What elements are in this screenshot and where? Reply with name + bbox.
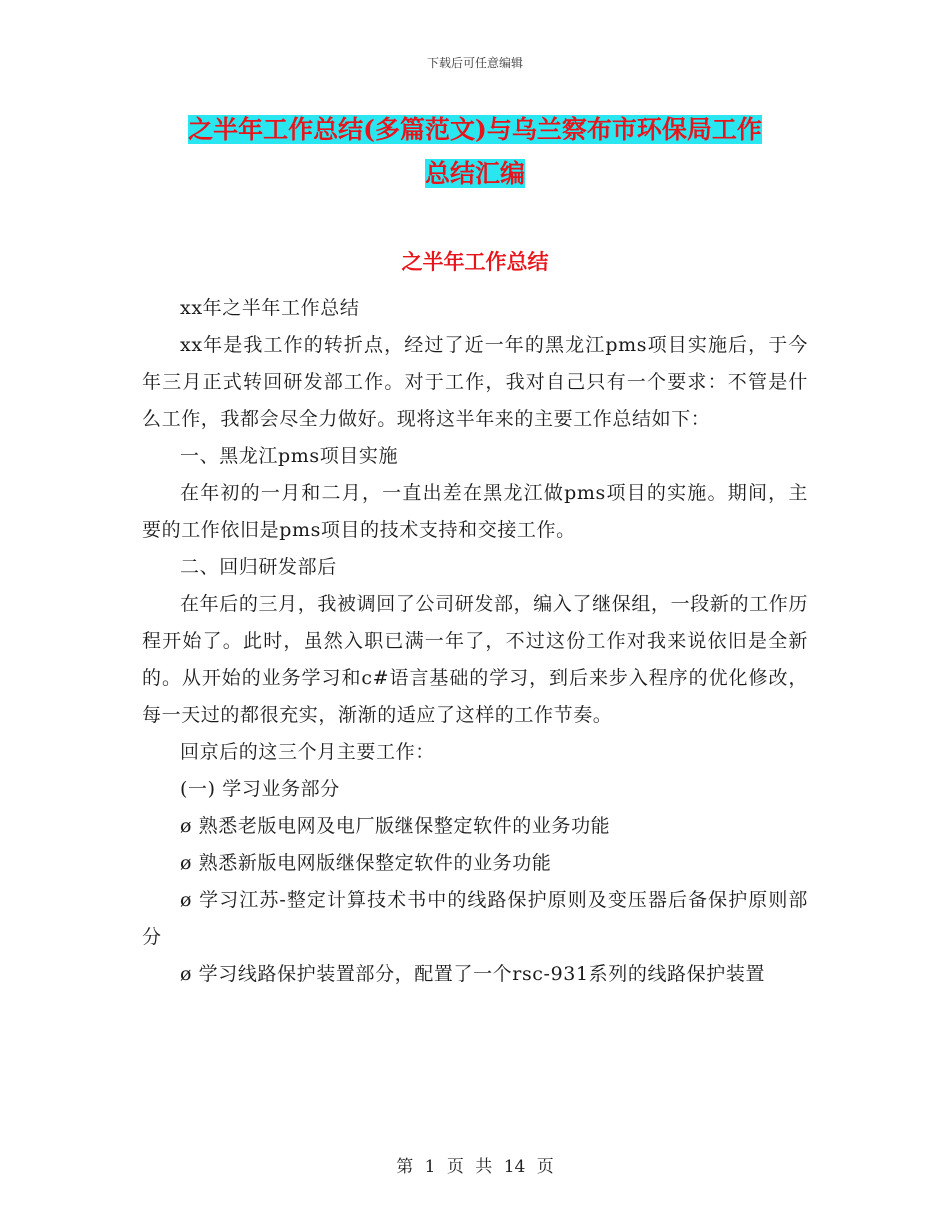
section-title: 之半年工作总结	[401, 249, 549, 274]
paragraph: 一、黑龙江pms项目实施	[180, 445, 399, 467]
paragraph: 在年初的一月和二月，一直出差在黑龙江做pms项目的实施。期间，主要的工作依旧是pms项目的技术支持和交接工作。	[142, 482, 808, 541]
document-title-line1: 之半年工作总结(多篇范文)与乌兰察布市环保局工作	[188, 115, 762, 144]
bullet-item: ø 学习江苏-整定计算技术书中的线路保护原则及变压器后备保护原则部分	[142, 889, 808, 948]
paragraph: 在年后的三月，我被调回了公司研发部，编入了继保组，一段新的工作历程开始了。此时，虽然入职已满一年了，不过这份工作对我来说依旧是全新的。从开始的业务学习和c#语言基础的学习，到后来步入程序的优化修改，每一天过的都很充实，渐渐的适应了这样的工作节奏。	[142, 593, 808, 726]
paragraph: 二、回归研发部后	[180, 556, 337, 578]
paragraph: 回京后的这三个月主要工作：	[180, 741, 435, 763]
document-title-line2: 总结汇编	[424, 159, 525, 188]
bullet-item: ø 熟悉新版电网版继保整定软件的业务功能	[180, 852, 552, 874]
page-number: 第 1 页 共 14 页	[396, 1157, 554, 1177]
paragraph: xx年是我工作的转折点，经过了近一年的黑龙江pms项目实施后，于今年三月正式转回研发部工作。对于工作，我对自己只有一个要求：不管是什么工作，我都会尽全力做好。现将这半年来的主要工作总结如下：	[142, 334, 808, 430]
document-body	[142, 290, 808, 993]
document-title	[150, 108, 800, 196]
paragraph: (一) 学习业务部分	[180, 778, 340, 800]
paragraph: xx年之半年工作总结	[180, 297, 360, 319]
bullet-item: ø 学习线路保护装置部分，配置了一个rsc-931系列的线路保护装置	[180, 963, 766, 985]
bullet-item: ø 熟悉老版电网及电厂版继保整定软件的业务功能	[180, 815, 611, 837]
header-note: 下载后可任意编辑	[426, 56, 523, 70]
